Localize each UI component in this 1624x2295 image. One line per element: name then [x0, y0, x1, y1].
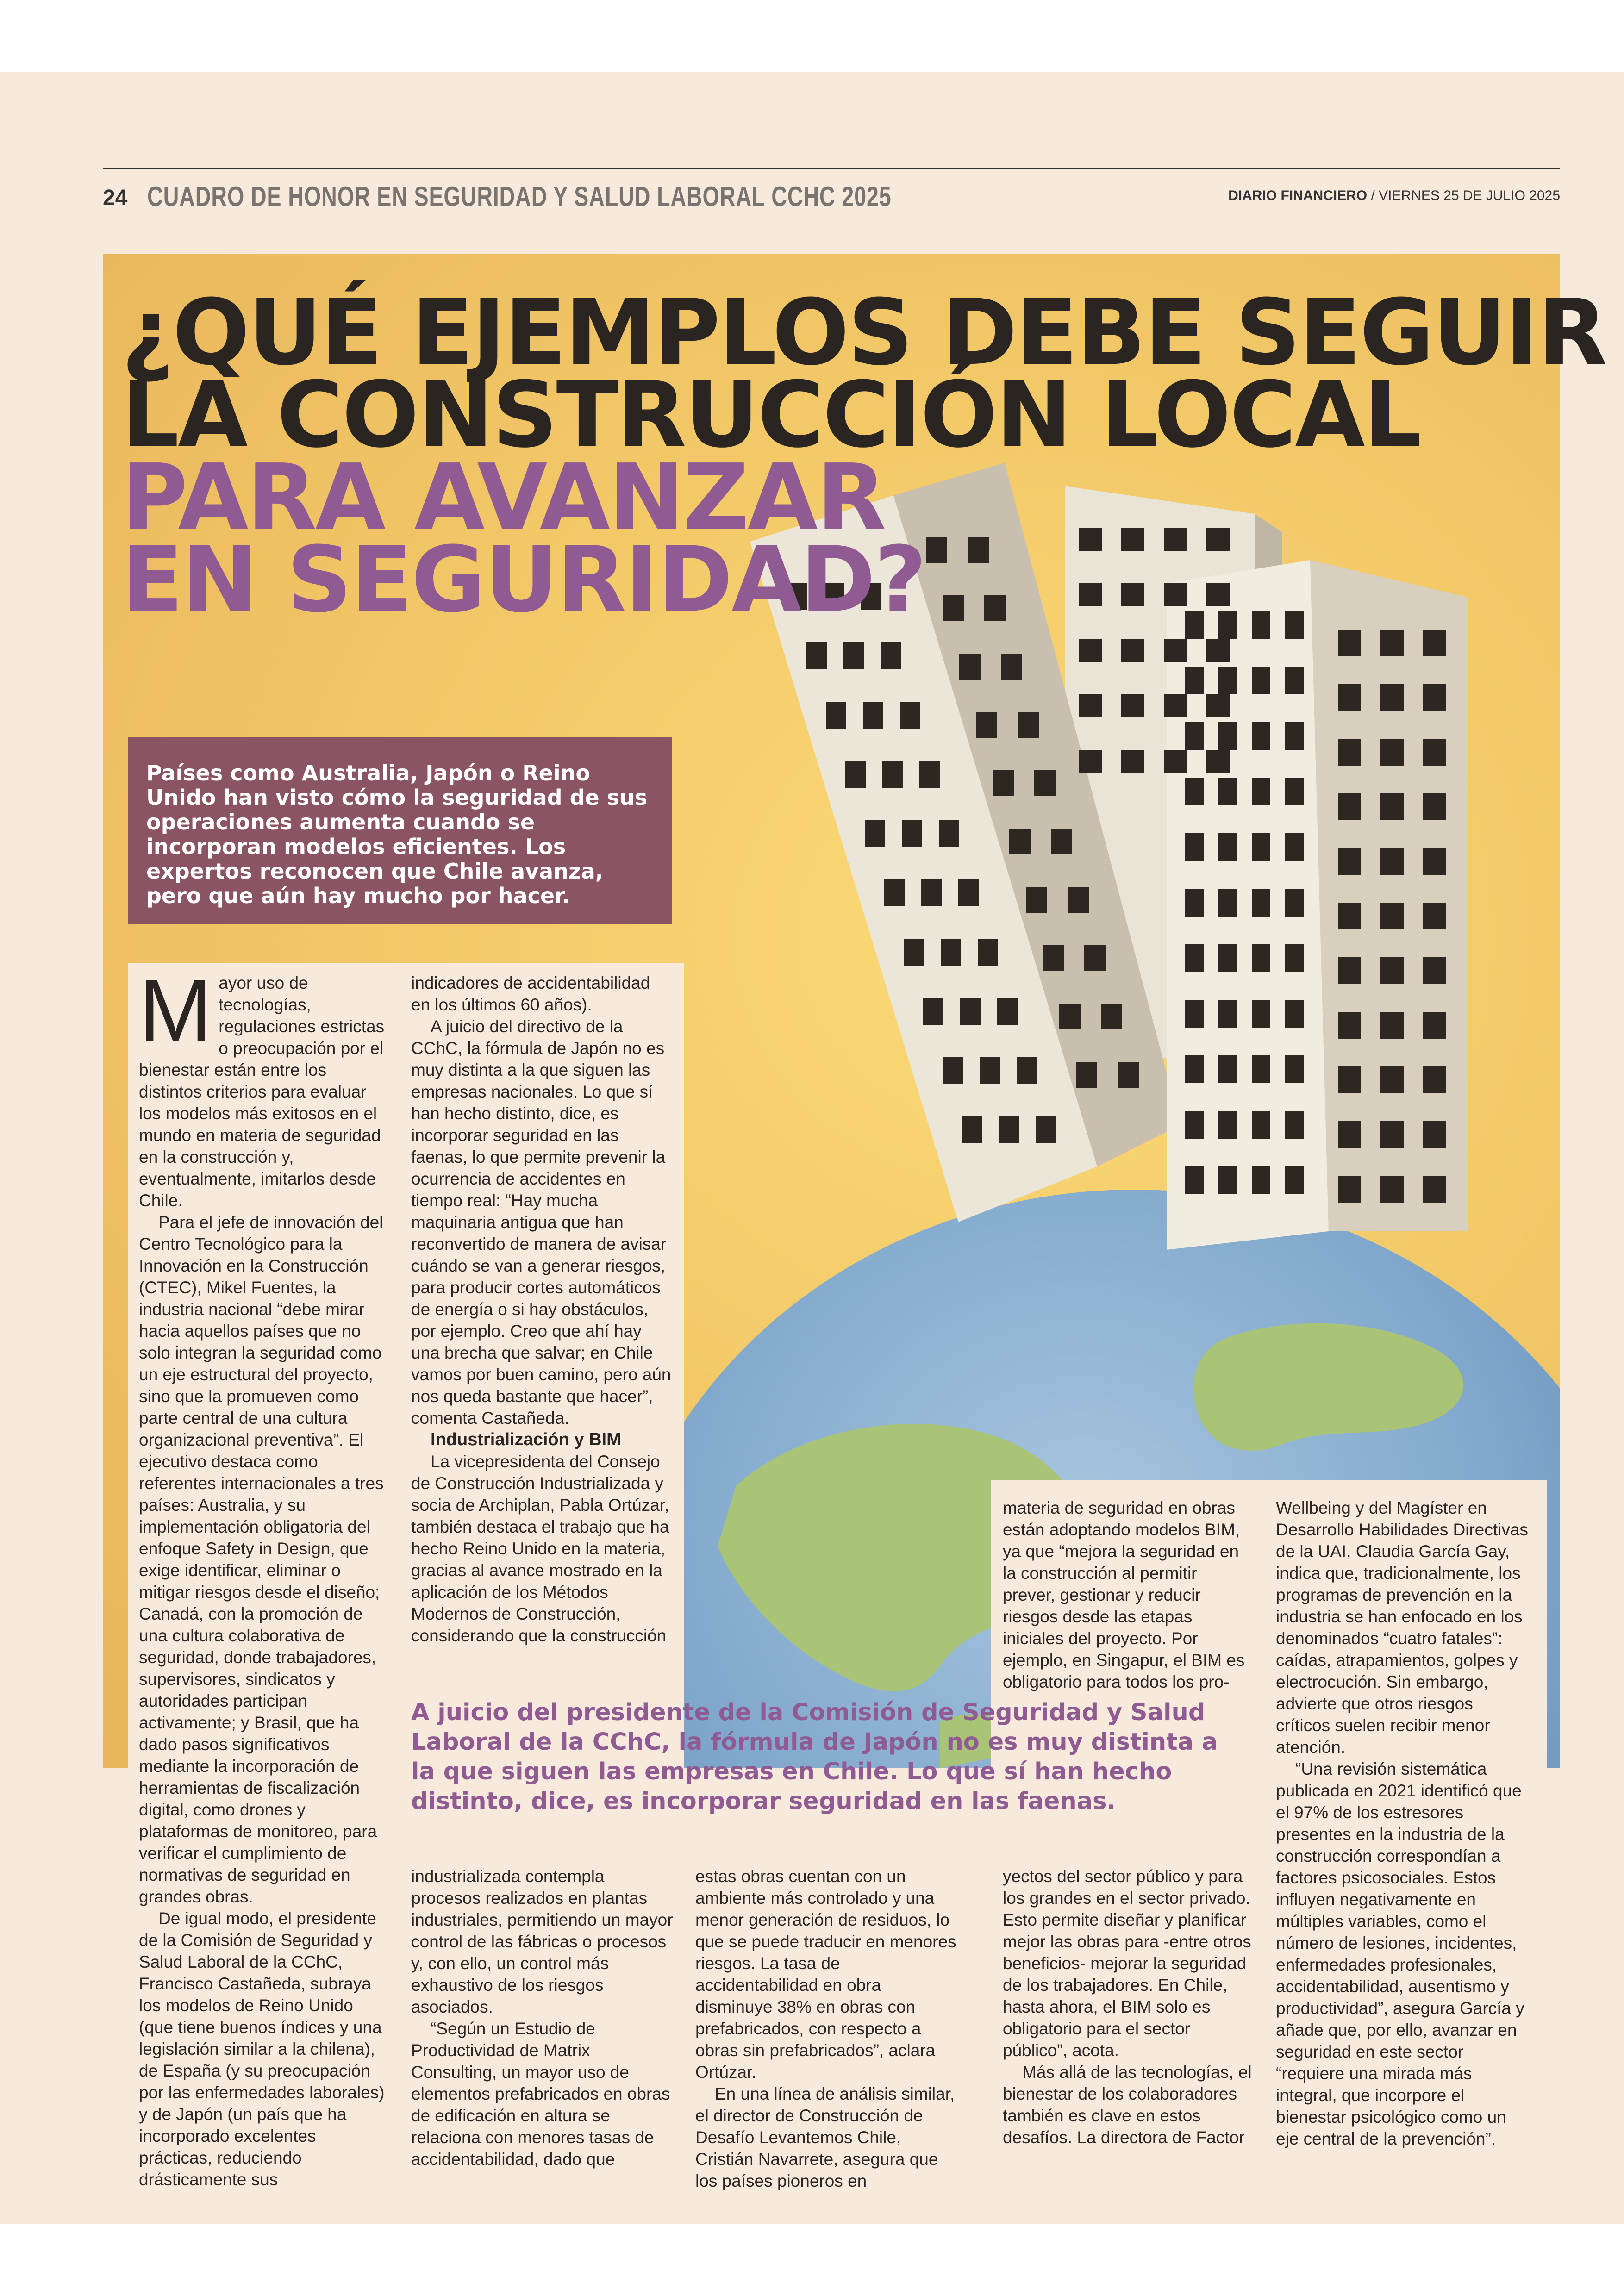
article-paragraph: yectos del sector público y para los grandes en el sector privado. Esto permite diseñar y planificar mejor las obras para -entre otros beneficios- mejorar la seguridad de los trabajadores. En Chile, hasta ahora, el BIM solo es obligatorio para el sector público”, acota.: [1003, 1867, 1251, 2060]
window: [1285, 833, 1304, 861]
window: [1218, 1055, 1237, 1083]
window: [1164, 694, 1187, 717]
window: [1206, 694, 1230, 717]
window: [1423, 793, 1446, 820]
window: [1252, 944, 1270, 972]
window: [1423, 903, 1446, 929]
window: [1121, 694, 1144, 717]
window: [1218, 889, 1237, 917]
window: [1252, 833, 1270, 861]
article-paragraph: materia de seguridad en obras están adoptando modelos BIM, ya que “mejora la seguridad en la construcción al permitir prever, gestionar y reducir riesgos desde las etapas iniciales del proyecto. Por ejemplo, en Singapur, el BIM es obligatorio para todos los pro-: [1003, 1498, 1245, 1691]
window: [1185, 889, 1204, 917]
window: [1338, 1012, 1361, 1039]
window: [1001, 654, 1022, 680]
window: [1380, 957, 1404, 984]
window: [941, 939, 961, 966]
window: [1101, 1004, 1122, 1029]
window: [1285, 1166, 1304, 1194]
window: [1218, 944, 1237, 972]
window: [1285, 1000, 1304, 1028]
window: [1185, 722, 1204, 750]
window: [993, 770, 1014, 796]
window: [1185, 778, 1204, 805]
window: [1423, 1066, 1446, 1093]
window: [1059, 1004, 1081, 1029]
window: [1185, 1111, 1204, 1139]
window: [1338, 739, 1361, 766]
window: [1218, 722, 1237, 750]
article-column-4-top: [1003, 1497, 1253, 1693]
window: [1285, 1055, 1304, 1083]
window: [1218, 833, 1237, 861]
window: [1380, 848, 1404, 875]
window: [1285, 667, 1304, 694]
window: [1380, 1066, 1404, 1093]
window: [1079, 639, 1102, 662]
window: [1185, 833, 1204, 861]
window: [960, 998, 981, 1025]
window: [1285, 722, 1304, 750]
window: [1164, 750, 1187, 773]
article-paragraph: estas obras cuentan con un ambiente más controlado y una menor generación de residuos, lo que se puede traducir en menores riesgos. La tasa de accidentabilidad en obra disminuye 38% en obras con prefabricados, con respecto a obras sin prefabricados”, aclara Ortúzar.: [695, 1867, 956, 2082]
window: [1185, 1000, 1204, 1028]
window: [1338, 1121, 1361, 1148]
window: [1380, 684, 1404, 711]
window: [1185, 667, 1204, 694]
deck-summary: Países como Australia, Japón o Reino Unido han visto cómo la seguridad de sus operaciones aumenta cuando se incorporan modelos eficientes. Los expertos reconocen que Chile avanza, pero que aún hay mucho por hacer.: [128, 737, 672, 924]
window: [1076, 1062, 1097, 1088]
window: [1036, 1116, 1056, 1143]
window: [1164, 639, 1187, 662]
window: [1017, 1057, 1037, 1084]
window: [943, 1057, 963, 1084]
window: [959, 654, 981, 680]
window: [1338, 1066, 1361, 1093]
window: [881, 642, 901, 669]
window: [1068, 887, 1089, 913]
window: [1423, 957, 1446, 984]
window: [1338, 957, 1361, 984]
window: [863, 702, 883, 729]
right-tower: [1167, 560, 1468, 1250]
window: [1034, 770, 1056, 796]
pull-quote: A juicio del presidente de la Comisión de Seguridad y Salud Laboral de la CChC, la fórmula de Japón no es muy distinta a la que siguen las empresas en Chile. Lo que sí han hecho distinto, dice, es incorporar seguridad en las faenas.: [411, 1699, 1218, 1815]
window: [1252, 778, 1270, 805]
window: [826, 702, 846, 729]
window: [921, 879, 942, 906]
headline-line-1: ¿QUÉ EJEMPLOS DEBE SEGUIR: [121, 280, 1606, 386]
window: [997, 998, 1018, 1025]
window: [1079, 694, 1102, 717]
header-rule: [103, 168, 1560, 169]
window: [900, 702, 920, 729]
window: [884, 879, 905, 906]
window: [1118, 1062, 1139, 1088]
window: [976, 712, 997, 738]
window: [1285, 778, 1304, 805]
window: [1252, 722, 1270, 750]
window: [1423, 1121, 1446, 1148]
article-paragraph: En una línea de análisis similar, el director de Construcción de Desafío Levantemos Chile, Cristián Navarrete, asegura que los países pioneros en: [695, 2084, 955, 2190]
window: [1121, 639, 1144, 662]
page-number: 24: [103, 186, 128, 210]
window: [1338, 630, 1361, 656]
window: [1121, 750, 1144, 773]
article-column-4-bottom: [1003, 1865, 1253, 2148]
window: [1009, 829, 1031, 854]
article-paragraph: Wellbeing y del Magíster en Desarrollo Habilidades Directivas de la UAI, Claudia García Gay, indica que, tradicionalmente, los programas de prevención en la industria se han enfocado en los denominados “cuatro fatales”: caídas, atrapamientos, golpes y electrocución. Sin embargo, advierte que otros riesgos críticos suelen recibir menor atención.: [1276, 1498, 1528, 1757]
window: [1051, 829, 1072, 854]
window: [843, 642, 864, 669]
article-column-5: [1276, 1497, 1530, 2150]
window: [923, 998, 943, 1025]
article-paragraph: Más allá de las tecnologías, el bienestar de los colaboradores también es clave en estos desafíos. La directora de Factor: [1003, 2063, 1252, 2147]
window: [1185, 1166, 1204, 1194]
window: [1423, 739, 1446, 766]
window: [1026, 887, 1047, 913]
window: [1252, 889, 1270, 917]
window: [1338, 793, 1361, 820]
window: [919, 761, 940, 788]
headline-line-4: EN SEGURIDAD?: [121, 527, 925, 633]
window: [904, 939, 924, 966]
window: [1043, 945, 1064, 971]
article-paragraph: industrializada contempla procesos realizados en plantas industriales, permitiendo un mayor control de las fábricas o procesos y, con ello, un control más exhaustivo de los riesgos asociados.: [411, 1867, 673, 2016]
window: [1338, 903, 1361, 929]
window: [1423, 630, 1446, 656]
article-paragraph: Mayor uso de tecnologías, regulaciones estrictas o preocupación por el bienestar están entre los distintos criterios para evaluar los modelos más exitosos en el mundo en materia de seguridad en la construcción y, eventualmente, imitarlos desde Chile.: [139, 961, 385, 1210]
window: [1380, 739, 1404, 766]
section-subheading: Industrialización y BIM: [431, 1430, 621, 1449]
window: [1380, 903, 1404, 929]
article-column-1: [139, 961, 391, 2190]
window: [1285, 889, 1304, 917]
issue-date: / VIERNES 25 DE JULIO 2025: [1371, 188, 1560, 203]
window: [845, 761, 866, 788]
window: [1380, 1176, 1404, 1203]
article-paragraph: indicadores de accidentabilidad en los últimos 60 años).: [411, 973, 650, 1014]
article-paragraph: “Según un Estudio de Productividad de Matrix Consulting, un mayor uso de elementos prefabricados en obras de edificación en altura se relaciona con menores tasas de accidentabilidad, dado que: [411, 2019, 670, 2169]
window: [1185, 1055, 1204, 1083]
article-column-2: [411, 972, 673, 1646]
article-paragraph: A juicio del directivo de la CChC, la fórmula de Japón no es muy distinta a la que siguen las empresas nacionales. Lo que sí han hecho distinto, dice, es incorporar seguridad en las faenas, lo que permite prevenir la ocurrencia de accidentes en tiempo real: “Hay mucha maquinaria antigua que han reconvertido de manera de avisar cuándo se van a generar riesgos, para producir cortes automáticos de energía o si hay obstáculos, por ejemplo. Creo que ahí hay una brecha que salvar; en Chile vamos por buen camino, pero aún nos queda bastante que hacer”, comenta Castañeda.: [411, 1017, 671, 1428]
window: [1380, 630, 1404, 656]
window: [1206, 750, 1230, 773]
window: [1218, 667, 1237, 694]
article-paragraph: La vicepresidenta del Consejo de Construcción Industrializada y socia de Archiplan, Pabla Ortúzar, también destaca el trabajo que ha hecho Reino Unido en la materia, gracias al avance mostrado en la aplicación de los Métodos Modernos de Construcción, considerando que la construcción: [411, 1452, 669, 1645]
window: [1218, 1166, 1237, 1194]
window: [1285, 944, 1304, 972]
window: [1423, 848, 1446, 875]
window: [1218, 1000, 1237, 1028]
article-column-3: [695, 1865, 957, 2192]
drop-cap: M: [139, 961, 212, 1060]
window: [1218, 778, 1237, 805]
window: [939, 820, 959, 847]
window: [1018, 712, 1039, 738]
headline-line-2: LA CONSTRUCCIÓN LOCAL: [121, 362, 1420, 468]
article-column-2-bottom: [411, 1865, 673, 2170]
window: [1380, 1121, 1404, 1148]
headline: [121, 280, 1606, 633]
window: [978, 939, 998, 966]
window: [1084, 945, 1106, 971]
window: [1380, 1012, 1404, 1039]
window: [1338, 848, 1361, 875]
publication-name: DIARIO FINANCIERO: [1228, 188, 1368, 203]
window: [1338, 684, 1361, 711]
window: [1218, 1111, 1237, 1139]
window: [1185, 944, 1204, 972]
window: [962, 1116, 982, 1143]
window: [1252, 1166, 1270, 1194]
window: [882, 761, 903, 788]
window: [980, 1057, 1000, 1084]
window: [1252, 1000, 1270, 1028]
window: [1338, 1176, 1361, 1203]
window: [1252, 667, 1270, 694]
window: [1423, 1176, 1446, 1203]
section-title: CUADRO DE HONOR EN SEGURIDAD Y SALUD LABORAL CCHC 2025: [147, 181, 892, 212]
window: [1285, 1111, 1304, 1139]
window: [958, 879, 979, 906]
window: [806, 642, 827, 669]
article-paragraph: De igual modo, el presidente de la Comisión de Seguridad y Salud Laboral de la CChC, Francisco Castañeda, subraya los modelos de Reino Unido (que tiene buenos índices y una legislación similar a la chilena), de España (y su preocupación por las enfermedades laborales) y de Japón (un país que ha incorporado excelentes prácticas, reduciendo drásticamente sus: [139, 1909, 385, 2189]
window: [1079, 750, 1102, 773]
window: [1252, 1111, 1270, 1139]
article-paragraph: Para el jefe de innovación del Centro Tecnológico para la Innovación en la Construcción (CTEC), Mikel Fuentes, la industria nacional “debe mirar hacia aquellos países que no solo integran la seguridad como un eje estructural del proyecto, sino que la promueven como parte central de una cultura organizacional preventiva”. El ejecutivo destaca como referentes internacionales a tres países: Australia, y su implementación obligatoria del enfoque Safety in Design, que exige identificar, eliminar o mitigar riesgos desde el diseño; Canadá, con la promoción de una cultura colaborativa de seguridad, donde trabajadores, supervisores, sindicatos y autoridades participan activamente; y Brasil, que ha dado pasos significativos mediante la incorporación de herramientas de fiscalización digital, como drones y plataformas de monitoreo, para verificar el cumplimiento de normativas de seguridad en grandes obras.: [139, 1213, 384, 1906]
window: [1252, 1055, 1270, 1083]
window: [865, 820, 885, 847]
window: [1423, 1012, 1446, 1039]
headline-line-3: PARA AVANZAR: [121, 445, 885, 550]
window: [1423, 684, 1446, 711]
window: [1380, 793, 1404, 820]
window: [999, 1116, 1019, 1143]
masthead: [1228, 188, 1560, 204]
window: [1206, 639, 1230, 662]
article-paragraph: “Una revisión sistemática publicada en 2021 identificó que el 97% de los estresores presentes en la industria de la construcción correspondían a factores psicosociales. Estos influyen negativamente en múltiples variables, como el número de lesiones, incidentes, enfermedades profesionales, accidentabilidad, ausentismo y productividad”, asegura García y añade que, por ello, avanzar en seguridad en este sector “requiere una mirada más integral, que incorpore el bienestar psicológico como un eje central de la prevención”.: [1276, 1759, 1524, 2148]
window: [902, 820, 922, 847]
